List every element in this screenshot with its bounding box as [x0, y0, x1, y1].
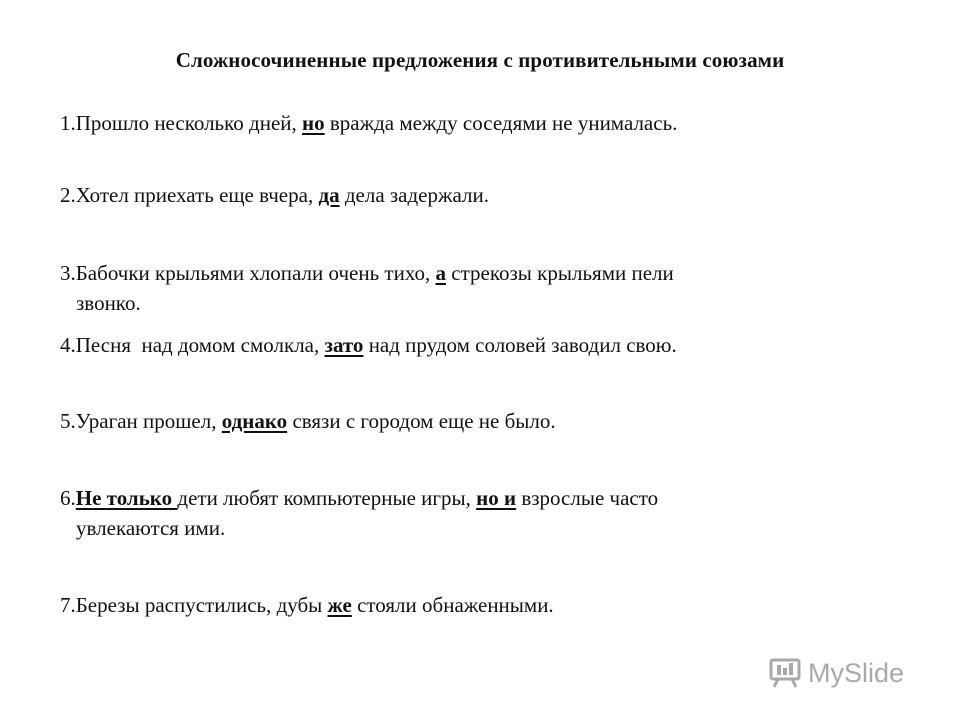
item-text-before: Песня над домом смолкла, — [75, 333, 325, 357]
item-number: 2. — [60, 183, 76, 207]
item-number: 1. — [60, 111, 76, 135]
item-number: 7. — [60, 593, 76, 617]
item-text-after: связи с городом еще не было. — [287, 409, 556, 433]
item-text-after: вражда между соседями не унималась. — [324, 111, 678, 135]
sentence-item-4 — [60, 330, 920, 360]
item-text-before: Березы распустились, дубы — [75, 593, 328, 617]
item-text-before: Ураган прошел, — [75, 409, 222, 433]
conjunction: Не только — [75, 486, 178, 510]
conjunction: но — [302, 111, 325, 135]
conjunction: однако — [221, 409, 288, 433]
item-continuation: звонко. — [76, 291, 141, 315]
conjunction: да — [318, 183, 340, 207]
watermark — [768, 656, 904, 690]
watermark-text: MySlide — [808, 657, 905, 688]
conjunction: же — [327, 593, 352, 617]
item-number: 3. — [60, 261, 76, 285]
item-number: 5. — [60, 409, 76, 433]
conjunction: а — [435, 261, 447, 285]
item-text-before: Прошло несколько дней, — [75, 111, 303, 135]
presentation-board-icon — [768, 656, 802, 690]
item-continuation: увлекаются ими. — [76, 516, 226, 540]
item-text-after: стояли обнаженными. — [351, 593, 554, 617]
sentence-item-1 — [60, 108, 920, 138]
item-text-middle: дети любят компьютерные игры, — [177, 486, 477, 510]
item-text-after: стрекозы крыльями пели — [446, 261, 674, 285]
conjunction: зато — [324, 333, 364, 357]
sentence-item-6 — [60, 483, 920, 543]
conjunction-second: но и — [476, 486, 517, 510]
item-text-after: над прудом соловей заводил свою. — [363, 333, 677, 357]
item-text-after: взрослые часто — [516, 486, 659, 510]
slide-title: Сложносочиненные предложения с противительными союзами — [175, 48, 785, 72]
item-text-after: дела задержали. — [339, 183, 489, 207]
sentence-item-3 — [60, 258, 920, 318]
sentence-item-2 — [60, 180, 920, 210]
item-text-before: Бабочки крыльями хлопали очень тихо, — [75, 261, 436, 285]
sentence-item-7 — [60, 590, 920, 620]
item-number: 4. — [60, 333, 76, 357]
item-text-before: Хотел приехать еще вчера, — [75, 183, 319, 207]
sentence-item-5 — [60, 406, 920, 436]
item-number: 6. — [60, 486, 76, 510]
